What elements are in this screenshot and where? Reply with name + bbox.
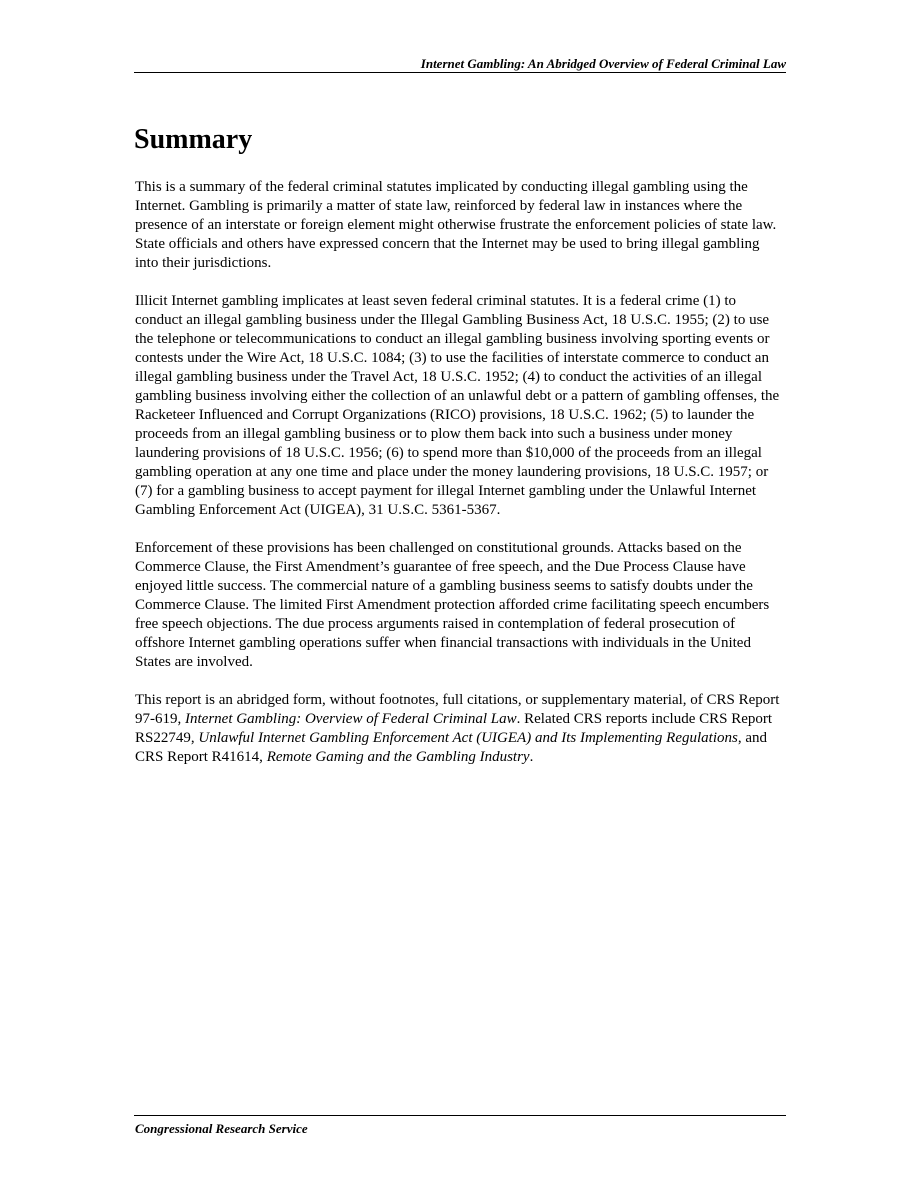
- p4-text-2: . Related CRS reports include CRS Report RS22749,: [135, 711, 773, 746]
- cited-report-title-3: Remote Gaming and the Gambling Industry: [266, 749, 530, 765]
- cited-report-title-2: Unlawful Internet Gambling Enforcement Act (UIGEA) and Its Implementing Regulations: [198, 730, 738, 746]
- header-rule: [134, 72, 786, 73]
- p4-text-4: .: [529, 749, 534, 765]
- running-head-title: Internet Gambling: An Abridged Overview of Federal Criminal Law: [420, 56, 786, 71]
- summary-paragraph-4: [135, 691, 785, 767]
- summary-paragraph-3: Enforcement of these provisions has been challenged on constitutional grounds. Attacks based on the Commerce Clause, the First Amendment’s guarantee of free speech, and the Due Process Clause have enjoyed little success. The commercial nature of a gambling business seems to satisfy doubts under the Commerce Clause. The limited First Amendment protection afforded crime facilitating speech encumbers free speech objections. The due process arguments raised in contemplation of federal prosecution of offshore Internet gambling operations suffer when financial transactions with individuals in the United States are involved.: [135, 540, 770, 670]
- page-title: Summary: [134, 124, 253, 155]
- summary-paragraph-2: Illicit Internet gambling implicates at least seven federal criminal statutes. It is a federal crime (1) to conduct an illegal gambling business under the Illegal Gambling Business Act, 18 U.S.C. 1955; (2) to use the telephone or telecommunications to conduct an illegal gambling business involving sporting events or contests under the Wire Act, 18 U.S.C. 1084; (3) to use the facilities of interstate commerce to conduct an illegal gambling business under the Travel Act, 18 U.S.C. 1952; (4) to conduct the activities of an illegal gambling business involving either the collection of an unlawful debt or a pattern of gambling offenses, the Racketeer Influenced and Corrupt Organizations (RICO) provisions, 18 U.S.C. 1962; (5) to launder the proceeds from an illegal gambling business or to plow them back into such a business under money laundering provisions of 18 U.S.C. 1956; (6) to spend more than $10,000 of the proceeds from an illegal gambling operation at any one time and place under the money laundering provisions, 18 U.S.C. 1957; or (7) for a gambling business to accept payment for illegal Internet gambling under the Unlawful Internet Gambling Enforcement Act (UIGEA), 31 U.S.C. 5361-5367.: [135, 293, 780, 518]
- footer-publisher: Congressional Research Service: [135, 1121, 308, 1136]
- summary-body: [135, 178, 785, 786]
- summary-paragraph-1: This is a summary of the federal criminal statutes implicated by conducting illegal gambling using the Internet. Gambling is primarily a matter of state law, reinforced by federal law in instances where the presence of an interstate or foreign element might otherwise frustrate the enforcement policies of state law. State officials and others have expressed concern that the Internet may be used to bring illegal gambling into their jurisdictions.: [135, 179, 777, 271]
- p4-text-1: This report is an abridged form, without footnotes, full citations, or supplementary material, of CRS Report 97-619,: [135, 692, 780, 727]
- cited-report-title-1: Internet Gambling: Overview of Federal Criminal Law: [185, 711, 517, 727]
- p4-text-3: , and CRS Report R41614,: [135, 730, 768, 765]
- footer-rule: [134, 1115, 786, 1116]
